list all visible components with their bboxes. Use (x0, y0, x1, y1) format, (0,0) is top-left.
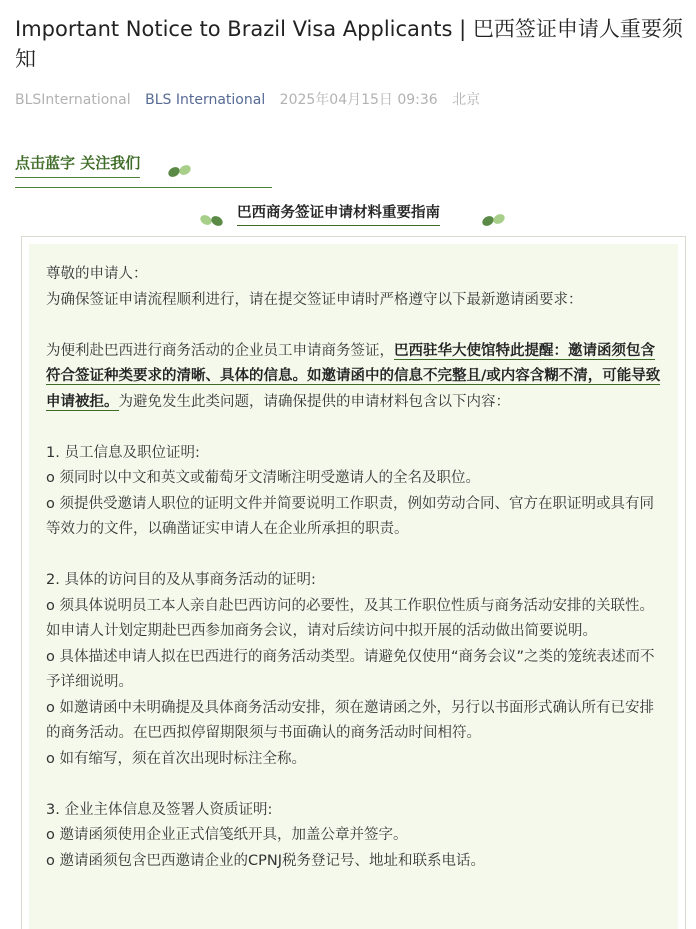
list-item: o 具体描述申请人拟在巴西进行的商务活动类型。请避免仅使用“商务会议”之类的笼统表述而不予详细说明。 (46, 648, 655, 690)
leaf-icon (198, 212, 226, 228)
notice-text-end: 为避免发生此类问题，请确保提供的申请材料包含以下内容： (118, 393, 510, 410)
publish-date: 2025年04月15日 09:36 (279, 92, 438, 108)
list-item: o 如邀请函中未明确提及具体商务活动安排，须在邀请函之外，另行以书面形式确认所有已安排的商务活动。在巴西拟停留期限须与书面确认的商务活动时间相符。 (46, 699, 654, 741)
author-link[interactable]: BLS International (145, 92, 266, 108)
list-item: o 须同时以中文和英文或葡萄牙文清晰注明受邀请人的全名及职位。 (46, 470, 480, 486)
follow-divider (15, 187, 272, 188)
greeting: 尊敬的申请人： (46, 266, 148, 282)
list-item: o 如有缩写，须在首次出现时标注全称。 (46, 750, 306, 767)
leaf-icon (166, 163, 194, 179)
follow-prompt[interactable]: 点击蓝字 关注我们 (15, 152, 140, 178)
list-item: o 邀请函须包含巴西邀请企业的CPNJ税务登记号、地址和联系电话。 (46, 852, 485, 869)
article-source: BLSInternational (15, 92, 131, 108)
list-item: o 须具体说明员工本人亲自赴巴西访问的必要性，及其工作职位性质与商务活动安排的关联性。如申请人计划定期赴巴西参加商务会议，请对后续访问中拟开展的活动做出简要说明。 (46, 597, 654, 639)
list-item: o 须提供受邀请人职位的证明文件并简要说明工作职责，例如劳动合同、官方在职证明或具有同等效力的文件，以确凿证实申请人在企业所承担的职责。 (46, 495, 654, 537)
publish-location: 北京 (452, 92, 481, 108)
section-title: 巴西商务签证申请材料重要指南 (237, 202, 440, 226)
notice-paragraph (46, 339, 662, 416)
section-heading: 1. 员工信息及职位证明: (46, 444, 200, 461)
leaf-icon (480, 212, 508, 228)
section-heading: 3. 企业主体信息及签署人资质证明: (46, 801, 273, 818)
list-item: o 邀请函须使用企业正式信笺纸开具，加盖公章并签字。 (46, 827, 408, 843)
notice-highlight: 巴西驻华大使馆特此提醒：邀请函须包含符合签证种类要求的清晰、具体的信息。如邀请函中的信息不完整且/或内容含糊不清，可能导致申请被拒。 (46, 342, 661, 410)
article-meta (15, 90, 480, 110)
section-heading: 2. 具体的访问目的及从事商务活动的证明: (46, 572, 316, 588)
article-body (46, 262, 662, 874)
notice-text: 为便利赴巴西进行商务活动的企业员工申请商务签证， (46, 342, 394, 359)
intro-paragraph: 为确保签证申请流程顺利进行，请在提交签证申请时严格遵守以下最新邀请函要求： (46, 291, 583, 308)
article-title: Important Notice to Brazil Visa Applicants | 巴西签证申请人重要须知 (15, 17, 683, 71)
